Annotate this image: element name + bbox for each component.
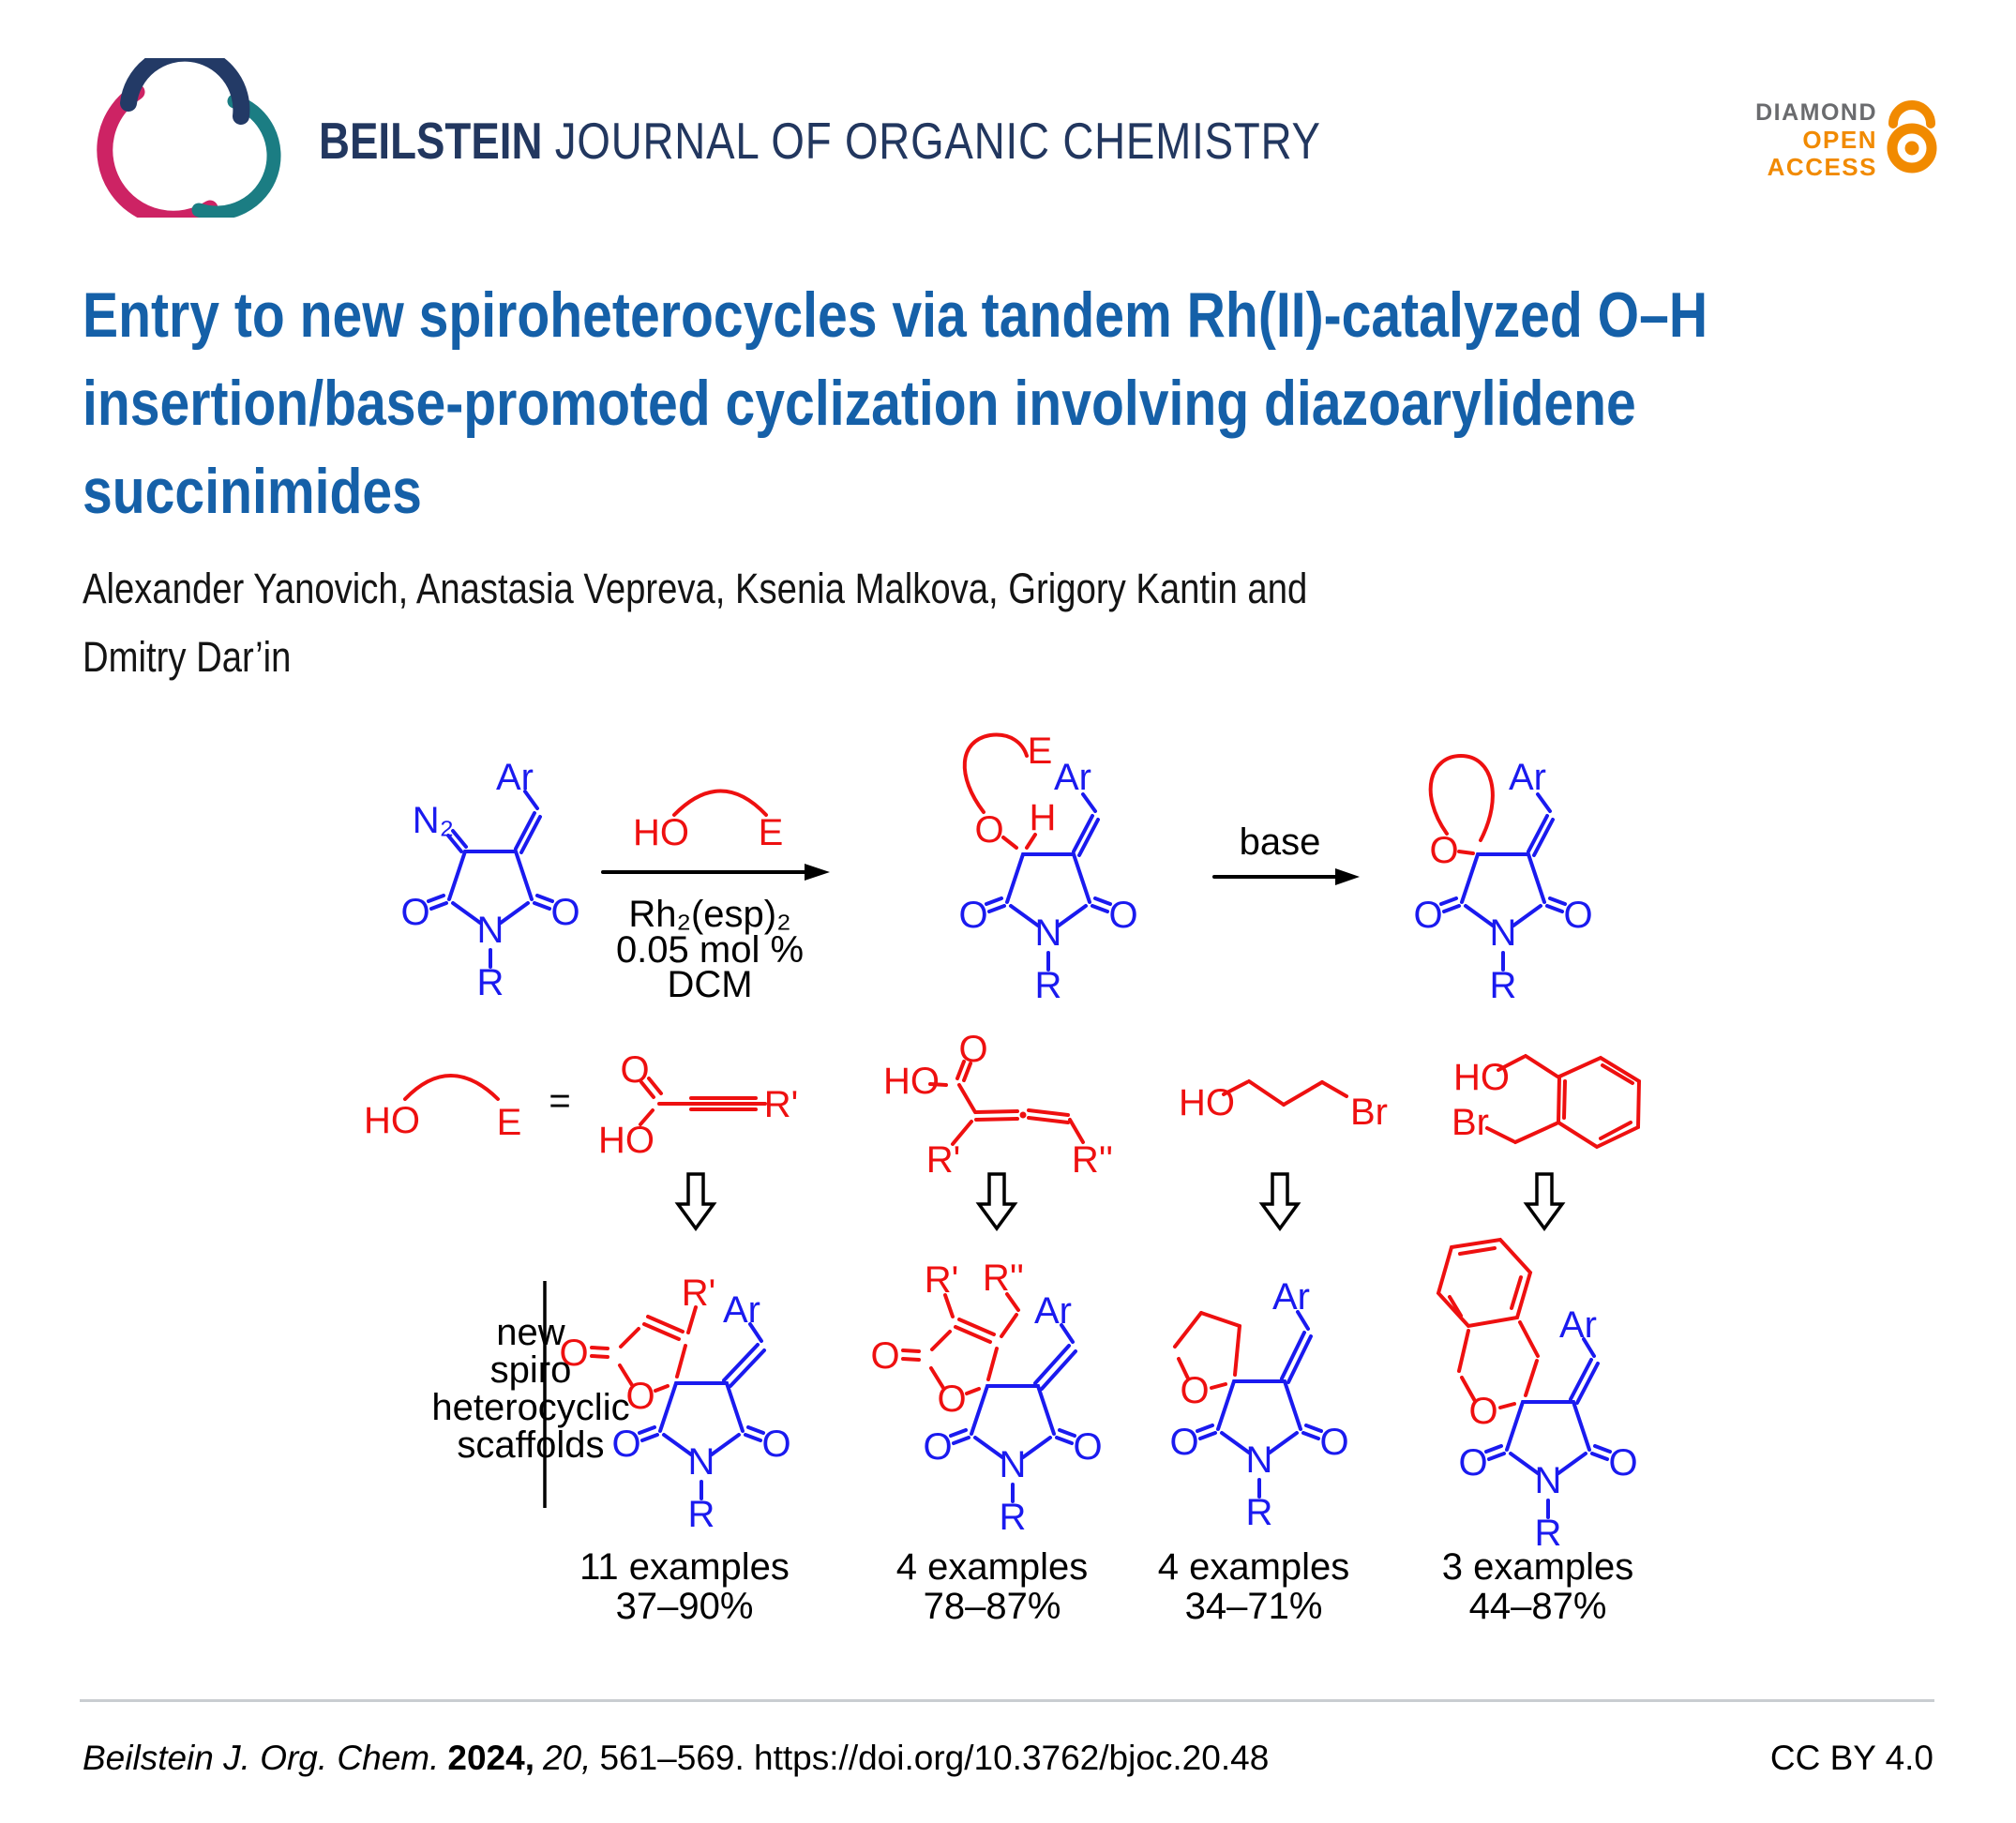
atom-o: O	[550, 892, 580, 933]
footer-divider	[80, 1699, 1934, 1702]
reagent-definition	[364, 1076, 571, 1143]
citation	[83, 1739, 1277, 1778]
product-1-examples: 11 examples	[579, 1546, 790, 1588]
product-2-yield: 78–87%	[923, 1586, 1061, 1627]
product-3-yield: 34–71%	[1184, 1586, 1323, 1627]
atom-r: R	[1489, 965, 1517, 1006]
atom-n: N	[476, 910, 504, 951]
product-4-yield: 44–87%	[1468, 1586, 1607, 1627]
product-spiro-isochroman	[1438, 1240, 1638, 1627]
citation-journal: Beilstein J. Org. Chem.	[83, 1739, 440, 1777]
scaffold-line-2: spiro	[489, 1349, 572, 1391]
equals-sign: =	[549, 1080, 571, 1122]
down-arrow-4	[1527, 1174, 1562, 1228]
atom-o: O	[1563, 895, 1593, 936]
citation-year: 2024,	[447, 1739, 534, 1777]
atom-o: O	[1073, 1426, 1103, 1468]
atom-ho: HO	[883, 1061, 940, 1102]
badge-access: ACCESS	[1767, 153, 1877, 181]
atom-r-dprime: R''	[1071, 1139, 1114, 1181]
atom-r: R	[687, 1494, 715, 1535]
structure-oh-insertion-product	[958, 731, 1137, 1006]
graphical-abstract-scheme	[0, 713, 2016, 1660]
atom-o-ring: O	[937, 1379, 967, 1420]
atom-n: N	[1034, 912, 1062, 954]
atom-o: O	[620, 1049, 650, 1091]
scaffold-annotation	[431, 1281, 629, 1508]
reagent-propiolic-acid	[598, 1049, 798, 1161]
atom-o-red: O	[974, 809, 1004, 851]
structure-spiro-product	[1413, 756, 1592, 1006]
atom-n2: N₂	[412, 800, 455, 841]
atom-r-prime: R'	[681, 1273, 716, 1314]
down-arrow-1	[678, 1174, 714, 1228]
atom-o-exo: O	[559, 1333, 589, 1374]
product-3-examples: 4 examples	[1157, 1546, 1350, 1588]
catalyst-label: Rh₂(esp)₂	[628, 894, 791, 935]
reaction-arrow-2	[1214, 821, 1360, 885]
atom-o-ring: O	[1180, 1370, 1210, 1411]
journal-name-bold: BEILSTEIN	[319, 112, 543, 170]
product-spiro-tetrahydrofuran	[1158, 1276, 1350, 1627]
reaction-arrow-1	[603, 791, 830, 1006]
atom-h: H	[1029, 797, 1057, 838]
atom-o: O	[761, 1424, 791, 1465]
reagent-ho: HO	[633, 812, 689, 853]
down-arrow-2	[979, 1174, 1015, 1228]
atom-n: N	[1245, 1439, 1273, 1481]
journal-name	[319, 111, 1321, 171]
atom-r: R	[999, 1497, 1027, 1538]
atom-e: E	[1027, 731, 1053, 772]
atom-br: Br	[1452, 1102, 1489, 1143]
citation-pages-doi: 561–569. https://doi.org/10.3762/bjoc.20.48	[599, 1739, 1270, 1777]
badge-open: OPEN	[1802, 126, 1877, 154]
product-4-examples: 3 examples	[1441, 1546, 1634, 1588]
atom-o: O	[611, 1424, 641, 1465]
badge-diamond: DIAMOND	[1755, 99, 1877, 126]
page-title: Entry to new spiroheterocycles via tandem Rh(II)-catalyzed O–H insertion/base-promoted cyclization involving diazoarylidene succinimides	[83, 279, 1708, 527]
product-2-examples: 4 examples	[895, 1546, 1089, 1588]
product-1-yield: 37–90%	[615, 1586, 754, 1627]
atom-o: O	[1319, 1422, 1349, 1463]
atom-r: R	[1534, 1513, 1562, 1554]
solvent-label: DCM	[667, 964, 753, 1005]
atom-ar: Ar	[496, 757, 534, 798]
journal-name-rest: JOURNAL OF ORGANIC CHEMISTRY	[554, 112, 1321, 170]
atom-o-red: O	[1429, 830, 1459, 871]
atom-o: O	[1108, 895, 1138, 936]
atom-ho: HO	[598, 1120, 654, 1161]
atom-o: O	[958, 895, 988, 936]
atom-ar: Ar	[723, 1289, 760, 1331]
scaffold-line-4: scaffolds	[457, 1424, 605, 1466]
structure-diazo-succinimide	[400, 757, 579, 1003]
atom-r-prime: R'	[925, 1139, 961, 1181]
atom-r: R	[476, 962, 504, 1003]
atom-br: Br	[1350, 1092, 1388, 1133]
beilstein-logo-icon	[80, 58, 295, 218]
reagent-bromomethylbenzyl-alcohol	[1452, 1056, 1639, 1147]
atom-n: N	[1534, 1460, 1562, 1501]
atom-o-exo: O	[870, 1335, 900, 1377]
atom-o: O	[958, 1029, 988, 1070]
reagent-bromopropanol	[1179, 1081, 1388, 1133]
atom-ar: Ar	[1272, 1276, 1310, 1318]
reagent-allenic-acid	[883, 1029, 1113, 1181]
atom-r-prime: R'	[924, 1259, 959, 1301]
atom-o-ring: O	[1468, 1391, 1498, 1432]
e-label: E	[496, 1102, 522, 1143]
license-label: CC BY 4.0	[1769, 1739, 1933, 1777]
atom-o: O	[1608, 1442, 1638, 1484]
atom-r: R	[1034, 965, 1062, 1006]
atom-ho: HO	[1453, 1057, 1510, 1098]
atom-o: O	[400, 892, 430, 933]
atom-ar: Ar	[1509, 757, 1546, 798]
open-access-lock-icon	[1883, 94, 1941, 191]
open-access-badge	[1678, 99, 1877, 181]
atom-ar: Ar	[1054, 757, 1091, 798]
atom-n: N	[1489, 912, 1517, 954]
atom-ar: Ar	[1559, 1304, 1597, 1346]
scaffold-line-3: heterocyclic	[431, 1387, 630, 1428]
atom-r-prime: R'	[763, 1084, 799, 1125]
reagent-e: E	[758, 812, 784, 853]
citation-volume: 20,	[543, 1739, 592, 1777]
product-spiro-butenolide-disubstituted	[870, 1258, 1102, 1627]
atom-o-ring: O	[625, 1376, 655, 1417]
atom-o: O	[1169, 1422, 1199, 1463]
atom-o: O	[1458, 1442, 1488, 1484]
down-arrow-3	[1262, 1174, 1298, 1228]
atom-n: N	[999, 1444, 1027, 1485]
atom-r: R	[1245, 1492, 1273, 1533]
atom-n: N	[687, 1441, 715, 1483]
atom-r-dprime: R''	[982, 1258, 1025, 1299]
atom-o: O	[923, 1426, 953, 1468]
atom-o: O	[1413, 895, 1443, 936]
authors: Alexander Yanovich, Anastasia Vepreva, Ksenia Malkova, Grigory Kantin and Dmitry Dar’in	[83, 565, 1308, 681]
atom-ho: HO	[1179, 1082, 1235, 1123]
catalyst-loading: 0.05 mol %	[615, 929, 805, 971]
base-label: base	[1239, 821, 1321, 863]
atom-ar: Ar	[1034, 1290, 1072, 1332]
ho-label: HO	[364, 1100, 420, 1141]
scaffold-line-1: new	[496, 1312, 565, 1353]
